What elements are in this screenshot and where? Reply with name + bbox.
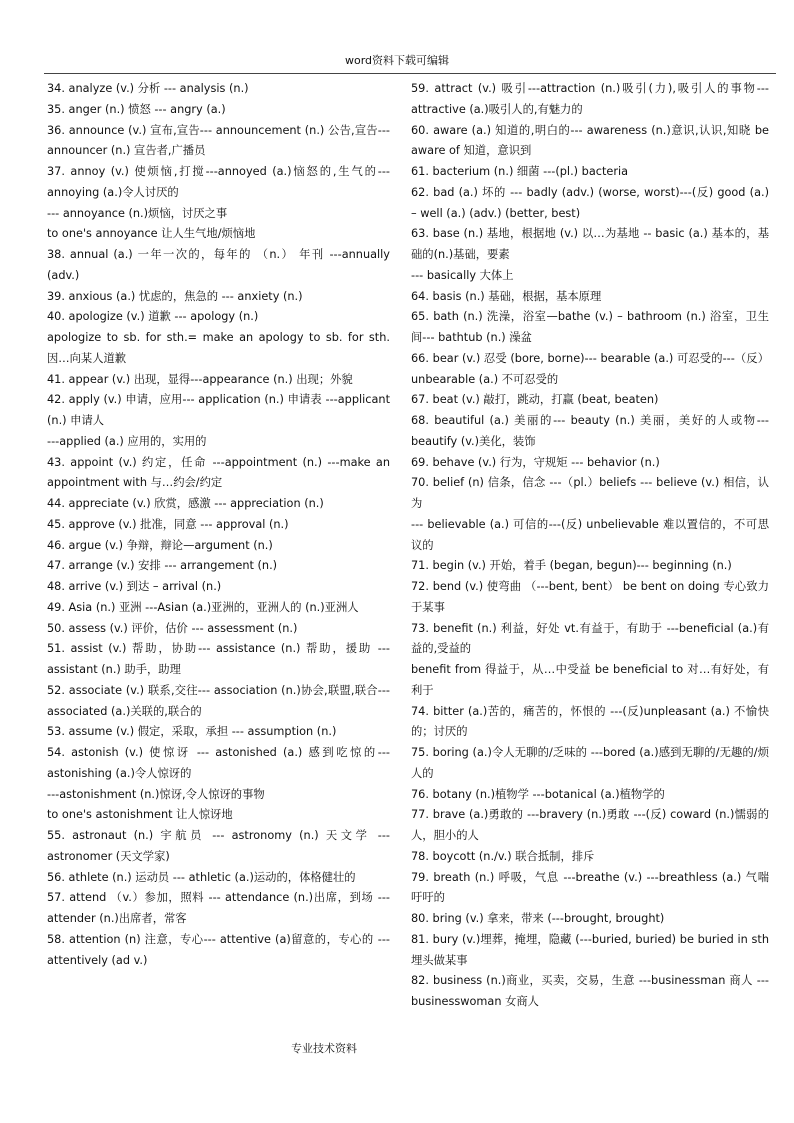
vocab-entry: 57. attend （v.）参加，照料 --- attendance (n.)出席，到场 ---attender (n.)出席者，常客 [47,891,390,925]
vocab-entry: 38. annual (a.) 一年一次的，每年的 （n.） 年刊 ---annually (adv.) [47,248,390,282]
vocab-entry: 49. Asia (n.) 亚洲 ---Asian (a.)亚洲的，亚洲人的 (n.)亚洲人 [47,600,359,614]
vocab-entry: 54. astonish (v.) 使惊讶 --- astonished (a.) 感到吃惊的---astonishing (a.)令人惊讶的 [47,746,390,780]
vocab-entry: 77. brave (a.)勇敢的 ---bravery (n.)勇敢 ---(反) coward (n.)懦弱的人，胆小的人 [411,808,769,842]
vocab-entry: benefit from 得益于，从…中受益 be beneficial to 对…有好处，有利于 [411,663,769,697]
vocab-entry: 61. bacterium (n.) 细菌 ---(pl.) bacteria [411,165,629,178]
vocab-entry: 81. bury (v.)埋葬，掩埋，隐藏 (---buried, buried) be buried in sth 埋头做某事 [411,932,769,967]
vocab-entry: 60. aware (a.) 知道的,明白的--- awareness (n.)意识,认识,知晓 be aware of 知道，意识到 [411,123,769,158]
vocab-entry: 45. approve (v.) 批准，同意 --- approval (n.) [47,517,289,531]
vocab-entry: 80. bring (v.) 拿来，带来 (---brought, brought) [411,912,665,925]
vocab-entry: 41. appear (v.) 出现，显得---appearance (n.) 出现；外貌 [47,372,353,386]
vocab-entry: 35. anger (n.) 愤怒 --- angry (a.) [47,102,226,116]
vocab-entry: 55. astronaut (n.) 宇航员 --- astronomy (n.) 天文学 ---astronomer (天文学家) [47,829,390,863]
vocab-entry: --- annoyance (n.)烦恼，讨厌之事 [47,206,228,220]
vocab-entry: 56. athlete (n.) 运动员 --- athletic (a.)运动的，体格健壮的 [47,870,356,884]
vocab-entry: 72. bend (v.) 使弯曲 （---bent, bent） be bent on doing 专心致力于某事 [411,580,769,614]
vocab-entry: --- believable (a.) 可信的---(反) unbelievable 难以置信的，不可思议的 [411,517,769,552]
vocab-entry: 66. bear (v.) 忍受 (bore, borne)--- bearable (a.) 可忍受的---（反）unbearable (a.) 不可忍受的 [411,351,769,386]
vocab-entry: 42. apply (v.) 申请，应用--- application (n.) 申请表 ---applicant (n.) 申请人 [47,393,390,427]
vocab-entry: 73. benefit (n.) 利益，好处 vt.有益于，有助于 ---beneficial (a.)有益的,受益的 [411,621,769,656]
vocab-entry: 37. annoy (v.) 使烦恼,打搅---annoyed (a.)恼怒的,生气的---annoying (a.)令人讨厌的 [47,165,390,199]
page-footer: 专业技术资料 [291,1042,357,1055]
vocab-entry: 75. boring (a.)令人无聊的/乏味的 ---bored (a.)感到无聊的/无趣的/烦人的 [411,746,769,780]
vocab-entry: 63. base (n.) 基地，根据地 (v.) 以…为基地 -- basic (a.) 基本的，基础的(n.)基础，要素 [411,227,769,261]
vocab-entry: ---applied (a.) 应用的，实用的 [47,434,207,448]
vocab-entry: 62. bad (a.) 坏的 --- badly (adv.) (worse, worst)---(反) good (a.) – well (a.) (adv.) (better, best) [411,185,769,220]
vocab-entry: to one's astonishment 让人惊讶地 [47,808,233,822]
vocab-entry: 71. begin (v.) 开始，着手 (began, begun)--- beginning (n.) [411,559,732,573]
vocab-entry: 70. belief (n) 信条，信念 ---（pl.）beliefs --- believe (v.) 相信，认为 [411,476,769,510]
vocab-entry: 34. analyze (v.) 分析 --- analysis (n.) [47,82,249,95]
vocab-entry: 52. associate (v.) 联系,交往--- association (n.)协会,联盟,联合--- associated (a.)关联的,联合的 [47,683,390,718]
vocab-entry: 82. business (n.)商业，买卖，交易，生意 ---businessman 商人 ---businesswoman 女商人 [411,974,769,1008]
vocab-entry: 36. announce (v.) 宣布,宣告--- announcement (n.) 公告,宣告--- announcer (n.) 宣告者,广播员 [47,123,390,158]
vocab-entry: 69. behave (v.) 行为，守规矩 --- behavior (n.) [411,455,660,469]
page-header: word资料下载可编辑 [344,54,450,67]
vocab-entry: 48. arrive (v.) 到达 – arrival (n.) [47,580,222,593]
vocab-entry: 58. attention (n) 注意，专心--- attentive (a)留意的，专心的 ---attentively (ad v.) [47,932,390,967]
right-column [411,79,769,1013]
vocab-entry: 78. boycott (n./v.) 联合抵制，排斥 [411,849,595,863]
vocab-entry: 76. botany (n.)植物学 ---botanical (a.)植物学的 [411,787,665,801]
vocab-entry: ---astonishment (n.)惊讶,令人惊讶的事物 [47,787,265,801]
header-divider [44,73,776,74]
vocab-entry: 64. basis (n.) 基础，根据，基本原理 [411,289,602,303]
left-column [47,79,390,971]
vocab-entry: 40. apologize (v.) 道歉 --- apology (n.) [47,310,259,324]
vocab-entry: 79. breath (n.) 呼吸，气息 ---breathe (v.) ---breathless (a.) 气喘吁吁的 [411,870,769,905]
vocab-entry: 51. assist (v.) 帮助，协助--- assistance (n.) 帮助，援助 ---assistant (n.) 助手，助理 [47,642,390,676]
vocab-entry: 50. assess (v.) 评价，估价 --- assessment (n.) [47,621,298,635]
vocab-entry: 53. assume (v.) 假定，采取，承担 --- assumption (n.) [47,725,337,739]
vocab-entry: 44. appreciate (v.) 欣赏，感激 --- appreciation (n.) [47,497,324,510]
vocab-entry: 43. appoint (v.) 约定，任命 ---appointment (n.) ---make an appointment with 与…约会/约定 [47,455,390,490]
vocab-entry: 39. anxious (a.) 忧虑的，焦急的 --- anxiety (n.) [47,289,303,303]
vocab-entry: to one's annoyance 让人生气地/烦恼地 [47,227,256,241]
vocab-entry: 65. bath (n.) 洗澡，浴室—bathe (v.) – bathroom (n.) 浴室，卫生间--- bathtub (n.) 澡盆 [411,310,769,344]
vocab-entry: 68. beautiful (a.) 美丽的--- beauty (n.) 美丽，美好的人或物--- beautify (v.)美化，装饰 [411,414,769,448]
vocab-entry: 67. beat (v.) 敲打，跳动，打赢 (beat, beaten) [411,393,659,407]
vocab-entry: --- basically 大体上 [411,268,514,282]
vocab-entry: 59. attract (v.) 吸引---attraction (n.)吸引(力),吸引人的事物---attractive (a.)吸引人的,有魅力的 [411,82,769,116]
vocab-entry: 47. arrange (v.) 安排 --- arrangement (n.) [47,559,278,573]
vocab-entry: 74. bitter (a.)苦的，痛苦的，怀恨的 ---(反)unpleasant (a.) 不愉快的；讨厌的 [411,704,769,739]
vocab-entry: apologize to sb. for sth.= make an apology to sb. for sth. 因…向某人道歉 [47,331,390,365]
vocab-entry: 46. argue (v.) 争辩，辩论—argument (n.) [47,538,273,552]
